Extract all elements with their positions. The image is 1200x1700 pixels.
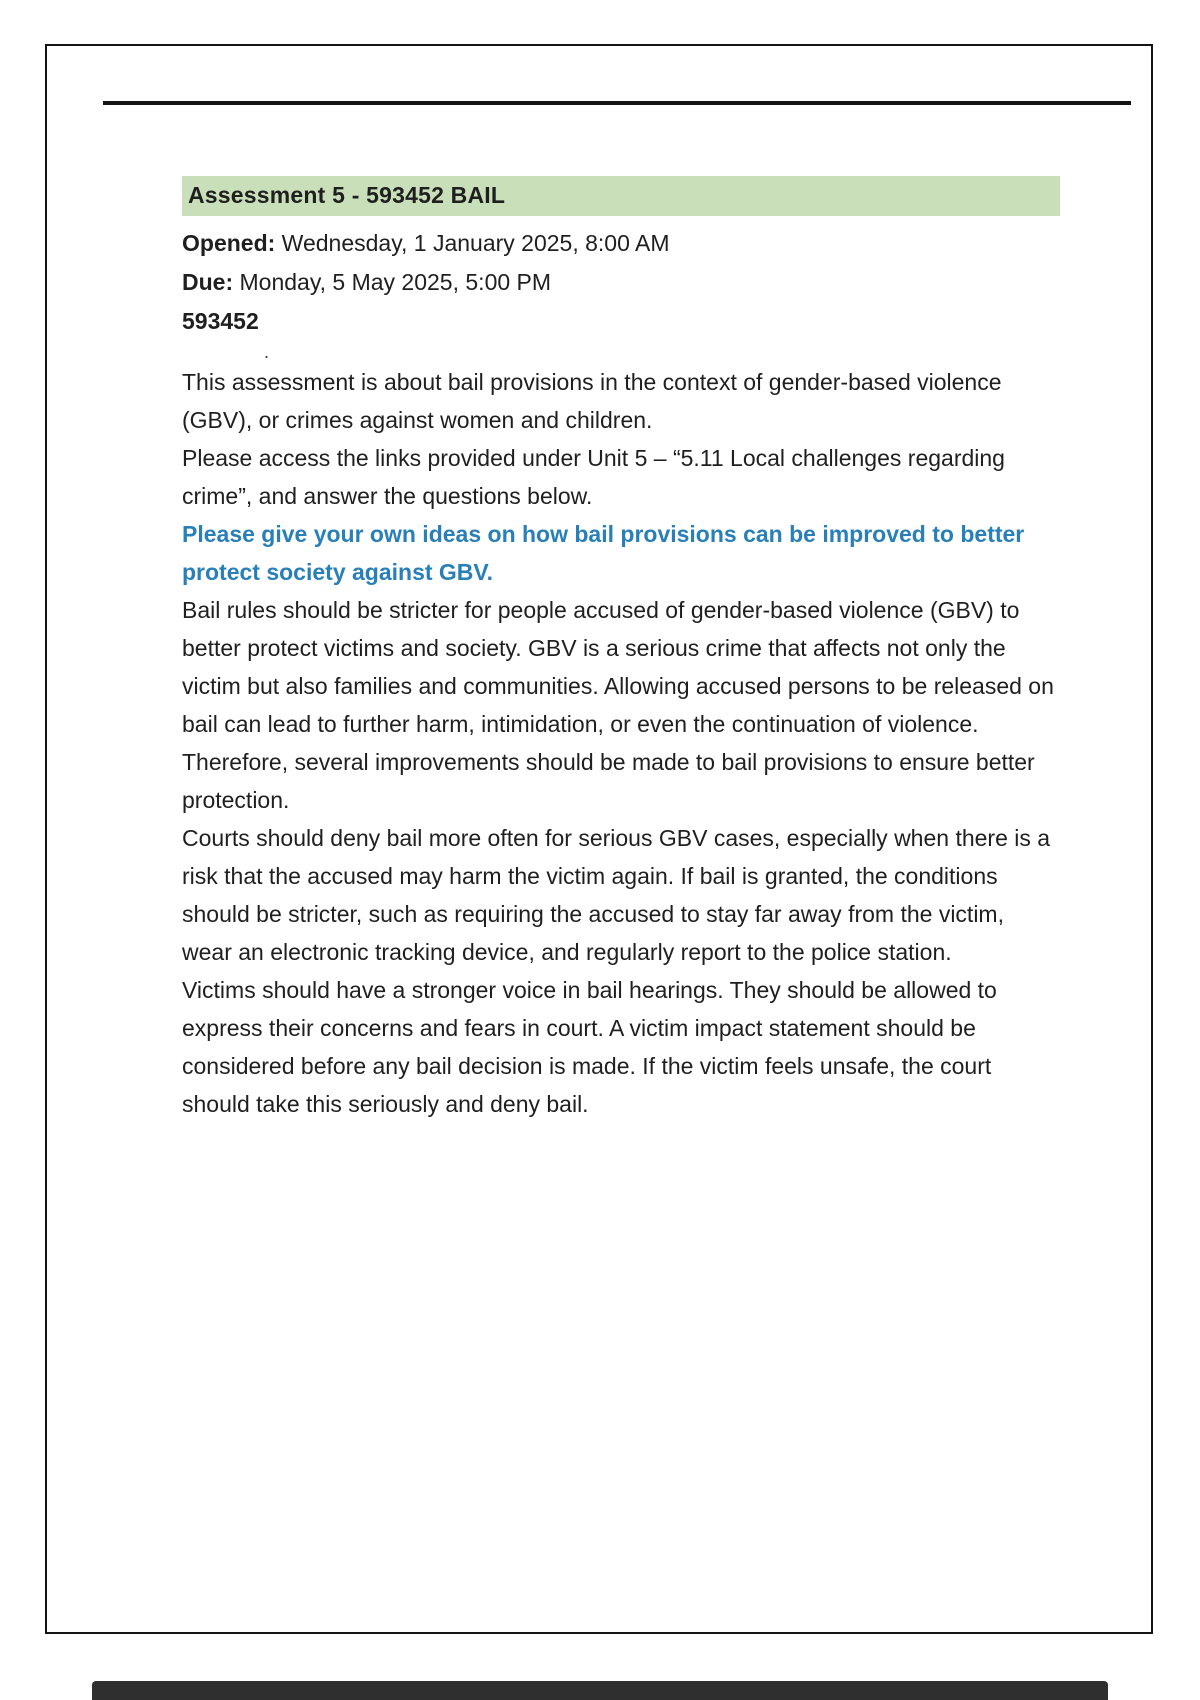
answer-paragraph-1: Bail rules should be stricter for people accused of gender-based violence (GBV) to better protect victims and society. GBV is a serious crime that affects not only the victim but also families and communities. Allowing accused persons to be released on bail can lead to further harm, intimidation, or even the continuation of violence. Therefore, several improvements should be made to bail provisions to ensure better protection. (182, 597, 1054, 813)
opened-label: Opened: (182, 230, 276, 256)
document-page (45, 44, 1153, 1634)
answer-paragraph-3: Victims should have a stronger voice in bail hearings. They should be allowed to express their concerns and fears in court. A victim impact statement should be considered before any bail decision is made. If the victim feels unsafe, the court should take this seriously and deny bail. (182, 977, 997, 1117)
course-code: 593452 (182, 308, 259, 334)
intro-paragraph-1: This assessment is about bail provisions in the context of gender-based violence (GBV), or crimes against women and children. (182, 369, 1002, 433)
document-body (182, 363, 1060, 1123)
opened-value: Wednesday, 1 January 2025, 8:00 AM (275, 230, 670, 256)
question-heading: Please give your own ideas on how bail provisions can be improved to better protect society against GBV. (182, 521, 1025, 585)
due-line (182, 263, 1060, 302)
due-label: Due: (182, 269, 234, 295)
assignment-title-bar: Assessment 5 - 593452 BAIL (182, 176, 1060, 216)
intro-paragraph-2: Please access the links provided under Unit 5 – “5.11 Local challenges regarding crime”, and answer the questions below. (182, 445, 1005, 509)
answer-paragraph-2: Courts should deny bail more often for serious GBV cases, especially when there is a risk that the accused may harm the victim again. If bail is granted, the conditions should be stricter, such as requiring the accused to stay far away from the victim, wear an electronic tracking device, and regularly report to the police station. (182, 825, 1051, 965)
due-value: Monday, 5 May 2025, 5:00 PM (233, 269, 552, 295)
opened-line (182, 224, 1060, 263)
document-content (182, 176, 1060, 1123)
page-top-edge (103, 101, 1131, 105)
next-page-edge (92, 1681, 1108, 1700)
assignment-meta (182, 224, 1060, 363)
stray-mark: . (264, 342, 270, 362)
